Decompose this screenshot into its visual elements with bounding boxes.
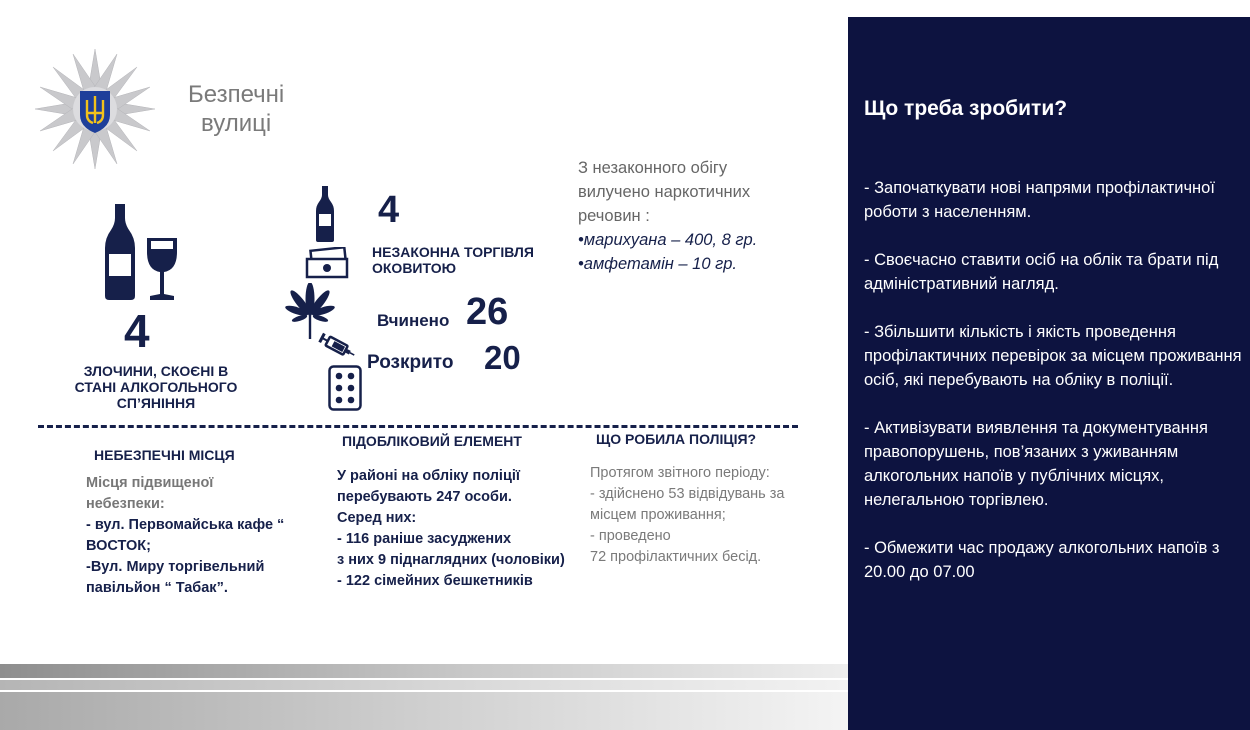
trade-caption: [372, 244, 534, 276]
police-actions-line: - проведено: [590, 528, 671, 544]
dangerous-places-header: НЕБЕЗПЕЧНІ МІСЦЯ: [94, 447, 235, 463]
small-bottle-icon: [316, 186, 334, 242]
logo-title: [188, 80, 284, 138]
seized-item: •марихуана – 400, 8 гр.: [578, 231, 758, 249]
alcohol-crimes-caption: [58, 363, 254, 411]
alcohol-caption-line: ЗЛОЧИНИ, СКОЄНІ В: [83, 363, 229, 379]
registered-header: ПІДОБЛІКОВИЙ ЕЛЕМЕНТ: [342, 433, 522, 449]
alcohol-caption-line: СТАНІ АЛКОГОЛЬНОГО: [74, 379, 238, 395]
wine-glass-icon: [144, 236, 180, 300]
registered-text: [337, 466, 565, 592]
registered-item: з них 9 піднаглядних (чоловіки): [337, 552, 565, 568]
recommendation-item: - Збільшити кількість і якість проведення профілактичних перевірок за місцем проживання осіб, які перебувають на обліку в поліції.: [864, 323, 1242, 389]
dashed-divider: [38, 425, 798, 428]
recommendation-item: - Активізувати виявлення та документування правопорушень, пов’язаних з уживанням алкогольних напоїв у публічних місцях, нелегальною торгівлею.: [864, 419, 1208, 509]
police-actions-text: [590, 463, 784, 568]
logo-title-line1: Безпечні: [188, 81, 285, 108]
logo-title-line2: вулиці: [201, 110, 272, 137]
police-actions-line: 72 профілактичних бесід.: [590, 549, 762, 565]
alcohol-caption-line: СП’ЯНІННЯ: [116, 395, 196, 411]
recommendation-item: - Обмежити час продажу алкогольних напоїв з 20.00 до 07.00: [864, 539, 1220, 581]
police-star-logo: [30, 44, 160, 174]
list-item: -Вул. Миру торгівельний: [86, 559, 265, 575]
list-item: - вул. Первомайська кафе “: [86, 517, 285, 533]
panel-title: Що треба зробити?: [864, 97, 1068, 120]
police-actions-line: Протягом звітного періоду:: [590, 465, 770, 481]
trade-caption-line: НЕЗАКОННА ТОРГІВЛЯ: [372, 244, 534, 260]
dangerous-places-list: [86, 515, 284, 599]
registered-line: Серед них:: [337, 510, 417, 526]
bottom-decorative-band: [0, 664, 848, 730]
seized-item: •амфетамін – 10 гр.: [578, 255, 738, 273]
seized-line: З незаконного обігу: [578, 159, 728, 177]
list-item: ВОСТОК;: [86, 538, 151, 554]
money-icon: [305, 247, 349, 279]
list-item: павільйон “ Табак”.: [86, 580, 228, 596]
alcohol-crimes-count: 4: [124, 305, 150, 357]
solved-label: Розкрито: [367, 352, 454, 373]
seized-line: вилучено наркотичних: [578, 183, 751, 201]
registered-item: - 122 сімейних бешкетників: [337, 573, 533, 589]
registered-item: - 116 раніше засуджених: [337, 531, 512, 547]
committed-label: Вчинено: [377, 311, 450, 330]
police-actions-header: ЩО РОБИЛА ПОЛІЦІЯ?: [596, 431, 757, 447]
dangerous-places-subheader: [86, 473, 213, 515]
committed-value: 26: [466, 291, 509, 333]
registered-line: У районі на обліку поліції: [337, 468, 520, 484]
recommendations-list: [864, 176, 1248, 608]
recommendation-item: - Започаткувати нові напрями профілактичної роботи з населенням.: [864, 179, 1215, 221]
seized-drugs-text: [578, 156, 757, 276]
police-actions-line: - здійснено 53 відвідувань за: [590, 486, 785, 502]
bottle-icon: [104, 204, 136, 300]
seized-line: речовин :: [578, 207, 650, 225]
pills-icon: [328, 365, 362, 411]
solved-value: 20: [484, 339, 521, 376]
recommendation-item: - Своєчасно ставити осіб на облік та брати під адміністративний нагляд.: [864, 251, 1219, 293]
syringe-icon: [318, 332, 356, 362]
registered-line: перебувають 247 особи.: [337, 489, 512, 505]
trade-caption-line: ОКОВИТОЮ: [372, 260, 457, 276]
police-actions-line: місцем проживання;: [590, 507, 726, 523]
subheader-line: Місця підвищеної: [86, 475, 214, 491]
trade-count: 4: [378, 189, 400, 231]
subheader-line: небезпеки:: [86, 496, 165, 512]
